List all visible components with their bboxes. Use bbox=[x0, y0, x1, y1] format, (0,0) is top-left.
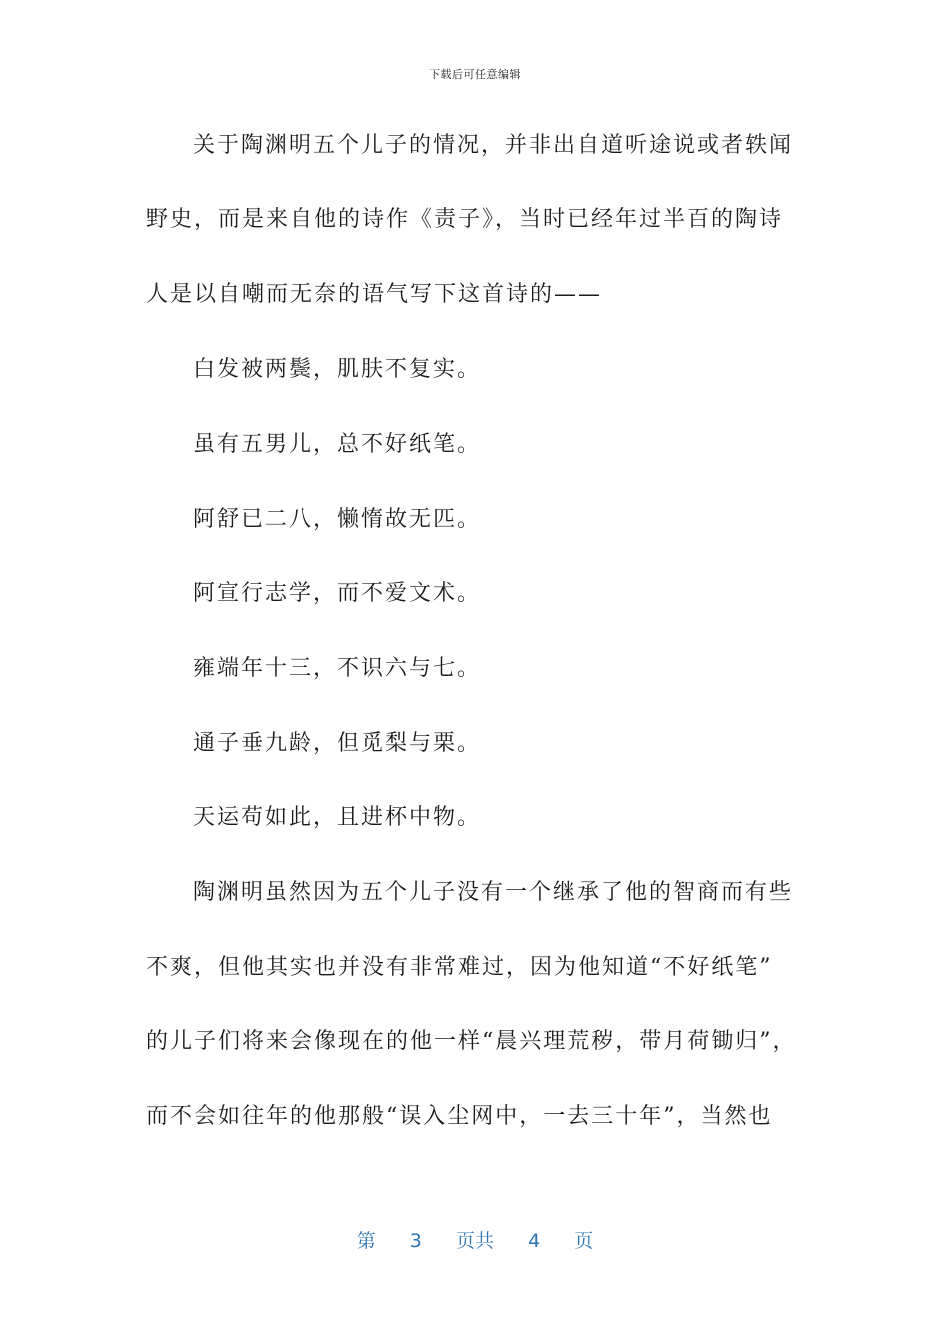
header-note: 下载后可任意编辑 bbox=[429, 68, 521, 81]
poem-line: 天运苟如此，且进杯中物。 bbox=[193, 805, 482, 830]
current-page-number: 3 bbox=[409, 1230, 422, 1252]
total-pages-number: 4 bbox=[528, 1230, 541, 1252]
paragraph-1-line-1: 关于陶渊明五个儿子的情况，并非出自道听途说或者轶闻 bbox=[193, 133, 794, 158]
page-footer bbox=[0, 1226, 950, 1253]
poem-line: 阿舒已二八，懒惰故无匹。 bbox=[193, 507, 482, 532]
footer-prefix: 第 bbox=[356, 1230, 376, 1252]
paragraph-2-line-3: 的儿子们将来会像现在的他一样“晨兴理荒秽，带月荷锄归”， bbox=[146, 1029, 797, 1054]
paragraph-2-line-2: 不爽，但他其实也并没有非常难过，因为他知道“不好纸笔” bbox=[146, 955, 773, 980]
poem-line: 通子垂九龄，但觅梨与栗。 bbox=[193, 731, 482, 756]
paragraph-1-line-3: 人是以自嘲而无奈的语气写下这首诗的—— bbox=[146, 282, 603, 307]
footer-suffix: 页 bbox=[574, 1230, 594, 1252]
paragraph-2-line-1: 陶渊明虽然因为五个儿子没有一个继承了他的智商而有些 bbox=[193, 880, 794, 905]
paragraph-2-line-4: 而不会如往年的他那般“误入尘网中，一去三十年”，当然也 bbox=[146, 1104, 773, 1129]
poem-line: 白发被两鬓，肌肤不复实。 bbox=[193, 357, 482, 382]
footer-mid: 页共 bbox=[455, 1230, 494, 1252]
poem-line: 阿宣行志学，而不爱文术。 bbox=[193, 581, 482, 606]
poem-line: 虽有五男儿，总不好纸笔。 bbox=[193, 432, 482, 457]
poem-line: 雍端年十三，不识六与七。 bbox=[193, 656, 482, 681]
paragraph-1-line-2: 野史，而是来自他的诗作《责子》，当时已经年过半百的陶诗 bbox=[146, 207, 784, 232]
